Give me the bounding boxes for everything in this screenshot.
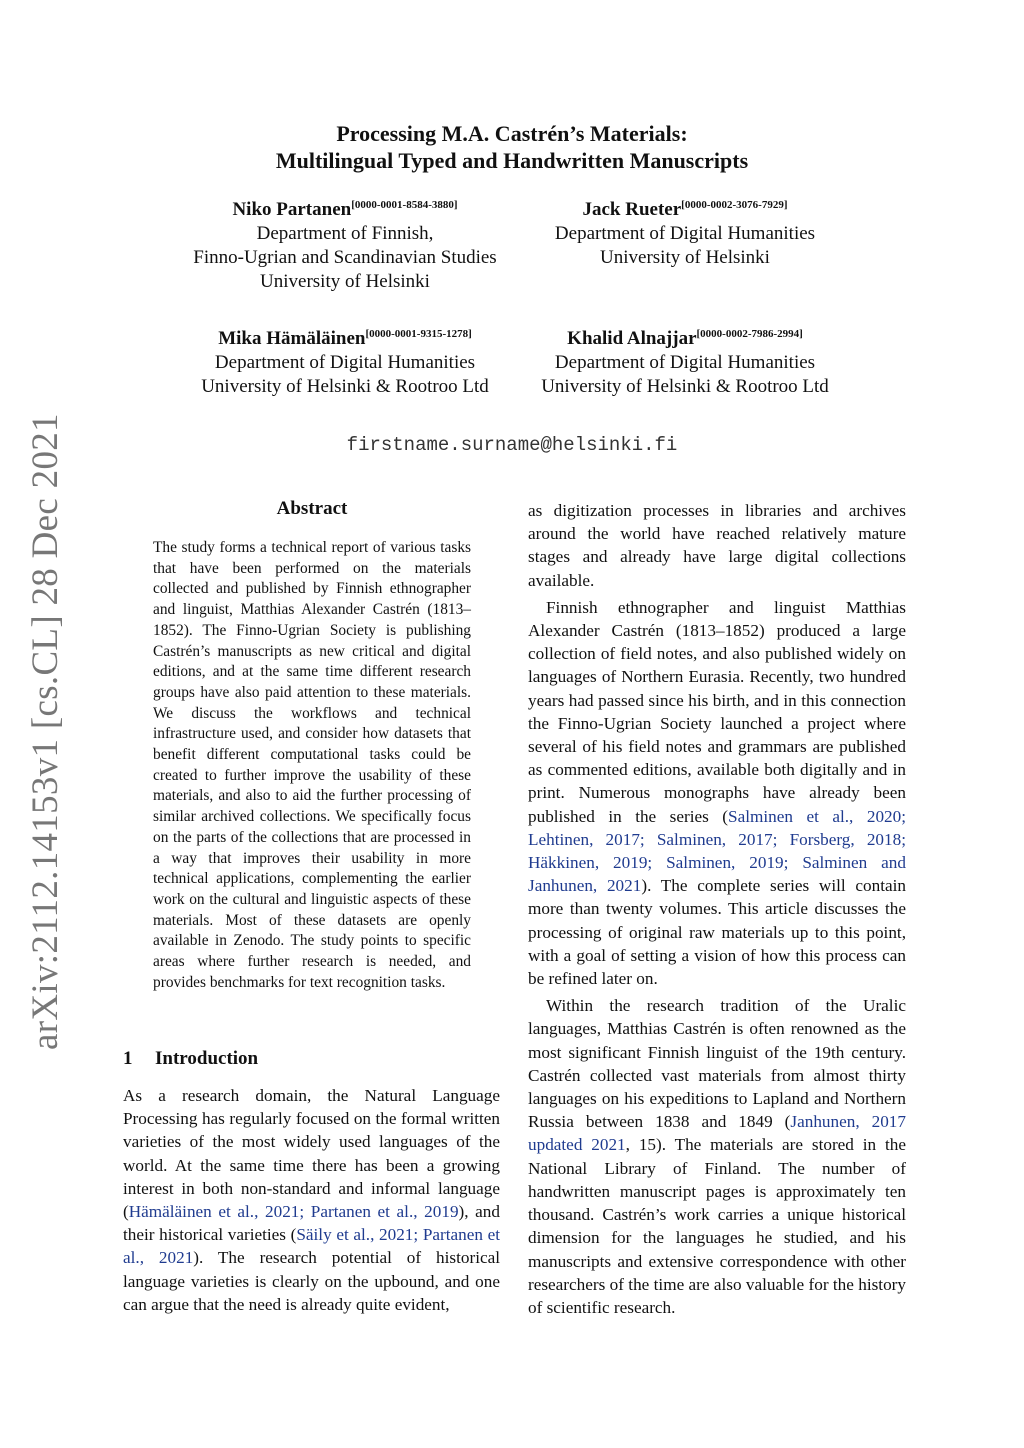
intro-left-column (123, 1084, 500, 1316)
text-run: ), and their historical varieties ( (123, 1202, 500, 1245)
section-heading (123, 1048, 258, 1070)
author-name: Mika Hämäläinen (218, 328, 366, 349)
intro-paragraph-3 (528, 994, 906, 1319)
orcid-id: [0000-0002-3076-7929] (681, 199, 788, 211)
affiliation-line: University of Helsinki (260, 271, 430, 292)
affiliation-line: University of Helsinki (600, 247, 770, 268)
contact-email[interactable]: firstname.surname@helsinki.fi (346, 434, 678, 456)
section-number: 1 (123, 1048, 133, 1069)
orcid-id: [0000-0001-8584-3880] (351, 199, 458, 211)
text-run: As a research domain, the Natural Language Processing has regularly focused on the formal written varieties of the most widely used languages of the world. At the same time there has been a growing interest in both non-standard and informal language ( (123, 1086, 500, 1222)
intro-paragraph-1-continued: as digitization processes in libraries and archives around the world have reached relatively mature stages and already have large digital collections available. (528, 501, 906, 590)
citation-link[interactable]: Salminen et al., 2020; Lehtinen, 2017; Salminen, 2017; Forsberg, 2018; Häkkinen, 2019; Salminen, 2019; Salminen and Janhunen, 2021 (528, 806, 907, 896)
text-run: Within the research tradition of the Uralic languages, Matthias Castrén is often renowned as the most significant Finnish linguist of the 19th century. Castrén collected vast materials from almost thirty languages on his expeditions to Lapland and Northern Russia between 1838 and 1849 ( (528, 996, 906, 1132)
citation-link[interactable]: Janhunen, 2017 updated 2021 (528, 1112, 906, 1155)
affiliation-line: University of Helsinki & Rootroo Ltd (201, 376, 489, 397)
author-name: Jack Rueter (582, 199, 682, 220)
abstract-text: The study forms a technical report of various tasks that have been performed on the materials collected and published by Finnish ethnographer and linguist, Matthias Alexander Castrén (1813–1852). The Finno-Ugrian Society is publishing Castrén’s manuscripts as new critical and digital editions, and at the same time different research groups have also paid attention to these materials. We discuss the workflows and technical infrastructure used, and consider how datasets that benefit different computational tasks could be created to further improve the usability of these materials, and also to aid the further processing of similar archived collections. We specifically focus on the parts of the collections that are processed in a way that improves their usability in more technical applications, complementing the earlier work on the cultural and linguistic aspects of these materials. Most of these datasets are openly available in Zenodo. The study points to specific areas where further research is needed, and provides benchmarks for text recognition tasks. (153, 539, 471, 991)
author-block-1 (175, 198, 515, 294)
section-title: Introduction (155, 1048, 259, 1069)
affiliation-line: Department of Digital Humanities (554, 352, 816, 373)
intro-paragraph-2 (528, 596, 906, 990)
author-name: Niko Partanen (232, 199, 352, 220)
affiliation-line: Department of Finnish, (256, 223, 434, 244)
affiliation-line: Department of Digital Humanities (554, 223, 816, 244)
author-block-2 (520, 198, 850, 270)
intro-right-column (528, 499, 906, 1319)
author-block-4 (520, 327, 850, 399)
text-run: , 15). The materials are stored in the National Library of Finland. The number of handwritten manuscript pages is approximately ten thousand. Castrén’s work carries a unique historical dimension for the languages he studied, and his manuscripts and extensive correspondence with other researchers of the time are also valuable for the history of scientific research. (528, 1135, 906, 1317)
citation-link[interactable]: Säily et al., 2021; Partanen et al., 2021 (123, 1225, 500, 1268)
citation-link[interactable]: Hämäläinen et al., 2021; Partanen et al., 2019 (128, 1202, 459, 1222)
title-line-1: Processing M.A. Castrén’s Materials: (336, 121, 688, 146)
affiliation-line: University of Helsinki & Rootroo Ltd (541, 376, 829, 397)
author-name: Khalid Alnajjar (567, 328, 697, 349)
intro-paragraph-1 (123, 1084, 500, 1316)
arxiv-identifier: arXiv:2112.14153v1 [cs.CL] 28 Dec 2021 (25, 413, 66, 1050)
text-run: ). The research potential of historical language varieties is clearly on the upbound, and one can argue that the need is already quite evident, (123, 1248, 500, 1314)
orcid-id: [0000-0002-7986-2994] (696, 328, 803, 340)
orcid-id: [0000-0001-9315-1278] (365, 328, 472, 340)
author-block-3 (175, 327, 515, 399)
affiliation-line: Finno-Ugrian and Scandinavian Studies (193, 247, 497, 268)
paper-title (0, 120, 1024, 174)
text-run: ). The complete series will contain more than twenty volumes. This article discusses the processing of original raw materials up to this point, with a goal of setting a vision of how this process can be refined later on. (528, 876, 906, 989)
abstract-heading: Abstract (276, 498, 348, 519)
title-line-2: Multilingual Typed and Handwritten Manuscripts (275, 148, 749, 173)
text-run: Finnish ethnographer and linguist Matthias Alexander Castrén (1813–1852) produced a large collection of field notes, and also published widely on languages of Northern Eurasia. Recently, two hundred years had passed since his birth, and in this connection the Finno-Ugrian Society launched a project where several of his field notes and grammars are published as commented editions, available both digitally and in print. Numerous monographs have already been published in the series ( (528, 597, 906, 826)
affiliation-line: Department of Digital Humanities (214, 352, 476, 373)
